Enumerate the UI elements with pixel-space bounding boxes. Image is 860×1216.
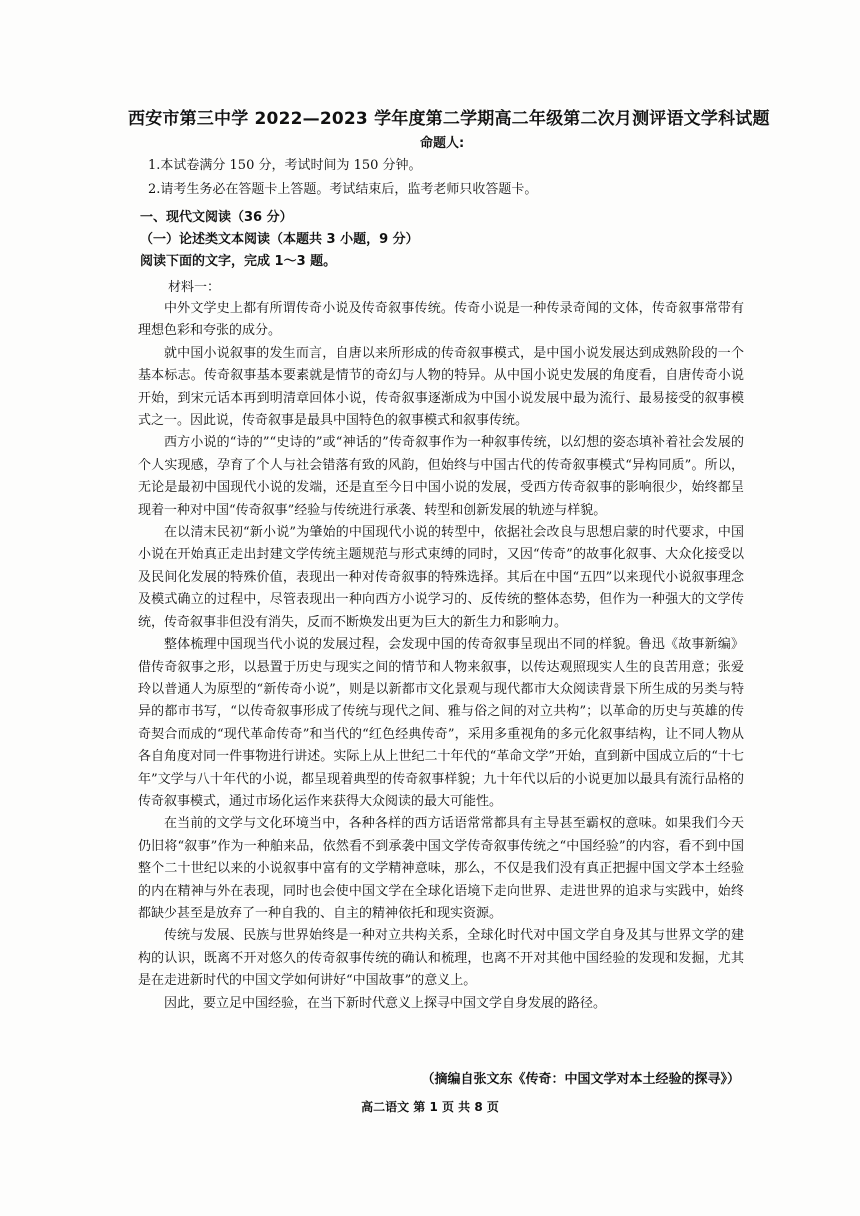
passage-paragraph: 传统与发展、民族与世界始终是一种对立共构关系，全球化时代对中国文学自身及其与世界文学的建构的认识，既离不开对悠久的传奇叙事传统的确认和梳理，也离不开对其他中国经验的发现和发掘，尤其是在走进新时代的中国文学如何讲好“中国故事”的意义上。 [138, 928, 744, 989]
passage-paragraph: 中外文学史上都有所谓传奇小说及传奇叙事传统。传奇小说是一种传录奇闻的文体，传奇叙事常带有理想色彩和夸张的成分。 [138, 301, 744, 339]
section-heading: 一、现代文阅读（36 分） [140, 210, 293, 225]
passage-paragraph: 整体梳理中国现当代小说的发展过程，会发现中国的传奇叙事呈现出不同的样貌。鲁迅《故事新编》借传奇叙事之形，以悬置于历史与现实之间的情节和人物来叙事，以传达观照现实人生的良苦用意；张爱玲以普通人为原型的“新传奇小说”，则是以新都市文化景观与现代都市大众阅读背景下所生成的另类与特异的都市书写，“以传奇叙事形成了传统与现代之间、雅与俗之间的对立共构”；以革命的历史与英雄的传奇契合而成的“现代革命传奇”和当代的“红色经典传奇”，采用多重视角的多元化叙事结构，让不同人物从各自角度对同一件事物进行讲述。实际上从上世纪二十年代的“革命文学”开始，直到新中国成立后的“十七年”文学与八十年代的小说，都呈现着典型的传奇叙事样貌；九十年代以后的小说更加以最具有流行品格的传奇叙事模式，通过市场化运作来获得大众阅读的最大可能性。 [138, 637, 744, 809]
subsection-heading: （一）论述类文本阅读（本题共 3 小题，9 分） [140, 232, 419, 247]
passage-paragraph: 因此，要立足中国经验，在当下新时代意义上探寻中国文学自身发展的路径。 [164, 995, 607, 1011]
passage-paragraph: 在以清末民初“新小说”为肇始的中国现代小说的转型中，依据社会改良与思想启蒙的时代要求，中国小说在开始真正走出封建文学传统主题规范与形式束缚的同时，又因“传奇”的故事化叙事、大众化接受以及民间化发展的特殊价值，表现出一种对传奇叙事的特殊选择。其后在中国“五四”以来现代小说叙事理念及模式确立的过程中，尽管表现出一种向西方小说学习的、反传统的整体态势，但作为一种强大的文学传统，传奇叙事非但没有消失，反而不断焕发出更为巨大的新生力和影响力。 [138, 525, 744, 630]
passage-paragraph: 在当前的文学与文化环境当中，各种各样的西方话语常常都具有主导甚至霸权的意味。如果我们今天仍旧将“叙事”作为一种舶来品，依然看不到承袭中国文学传奇叙事传统之“中国经验”的内容，看不到中国整个二十世纪以来的小说叙事中富有的文学精神意味，那么，不仅是我们没有真正把握中国文学本土经验的内在精神与外在表现，同时也会使中国文学在全球化语境下走向世界、走进世界的追求与实践中，始终都缺少甚至是放弃了一种自我的、自主的精神依托和现实资源。 [138, 816, 744, 921]
passage-paragraph: 就中国小说叙事的发生而言，自唐以来所形成的传奇叙事模式，是中国小说发展达到成熟阶段的一个基本标志。传奇叙事基本要素就是情节的奇幻与人物的特异。从中国小说史发展的角度看，自唐传奇小说开始，到宋元话本再到明清章回体小说，传奇叙事逐渐成为中国小说发展中最为流行、最易接受的叙事模式之一。因此说，传奇叙事是最具中国特色的叙事模式和叙事传统。 [138, 345, 744, 429]
material-label: 材料一： [168, 280, 221, 295]
passage-body [138, 298, 744, 1015]
notice-item: 2.请考生务必在答题卡上答题。考试结束后，监考老师只收答题卡。 [148, 182, 538, 197]
notice-item: 1.本试卷满分 150 分，考试时间为 150 分钟。 [148, 158, 422, 173]
page-footer: 高二语文 第 1 页 共 8 页 [361, 1100, 499, 1114]
reading-instruction: 阅读下面的文字，完成 1～3 题。 [140, 254, 337, 269]
passage-paragraph: 西方小说的“诗的”“史诗的”或“神话的”传奇叙事作为一种叙事传统，以幻想的姿态填补着社会发展的个人实现感，孕育了个人与社会错落有致的风韵，但始终与中国古代的传奇叙事模式“异构同质”。所以，无论是最初中国现代小说的发端，还是直至今日中国小说的发展，受西方传奇叙事的影响很少，始终都呈现着一种对中国“传奇叙事”经验与传统进行承袭、转型和创新发展的轨迹与样貌。 [138, 435, 744, 518]
exam-title: 西安市第三中学 2022—2023 学年度第二学期高二年级第二次月测评语文学科试题 [128, 109, 770, 129]
passage-source: （摘编自张文东《传奇：中国文学对本土经验的探寻》） [421, 1072, 740, 1087]
author-label: 命题人: [420, 136, 465, 151]
